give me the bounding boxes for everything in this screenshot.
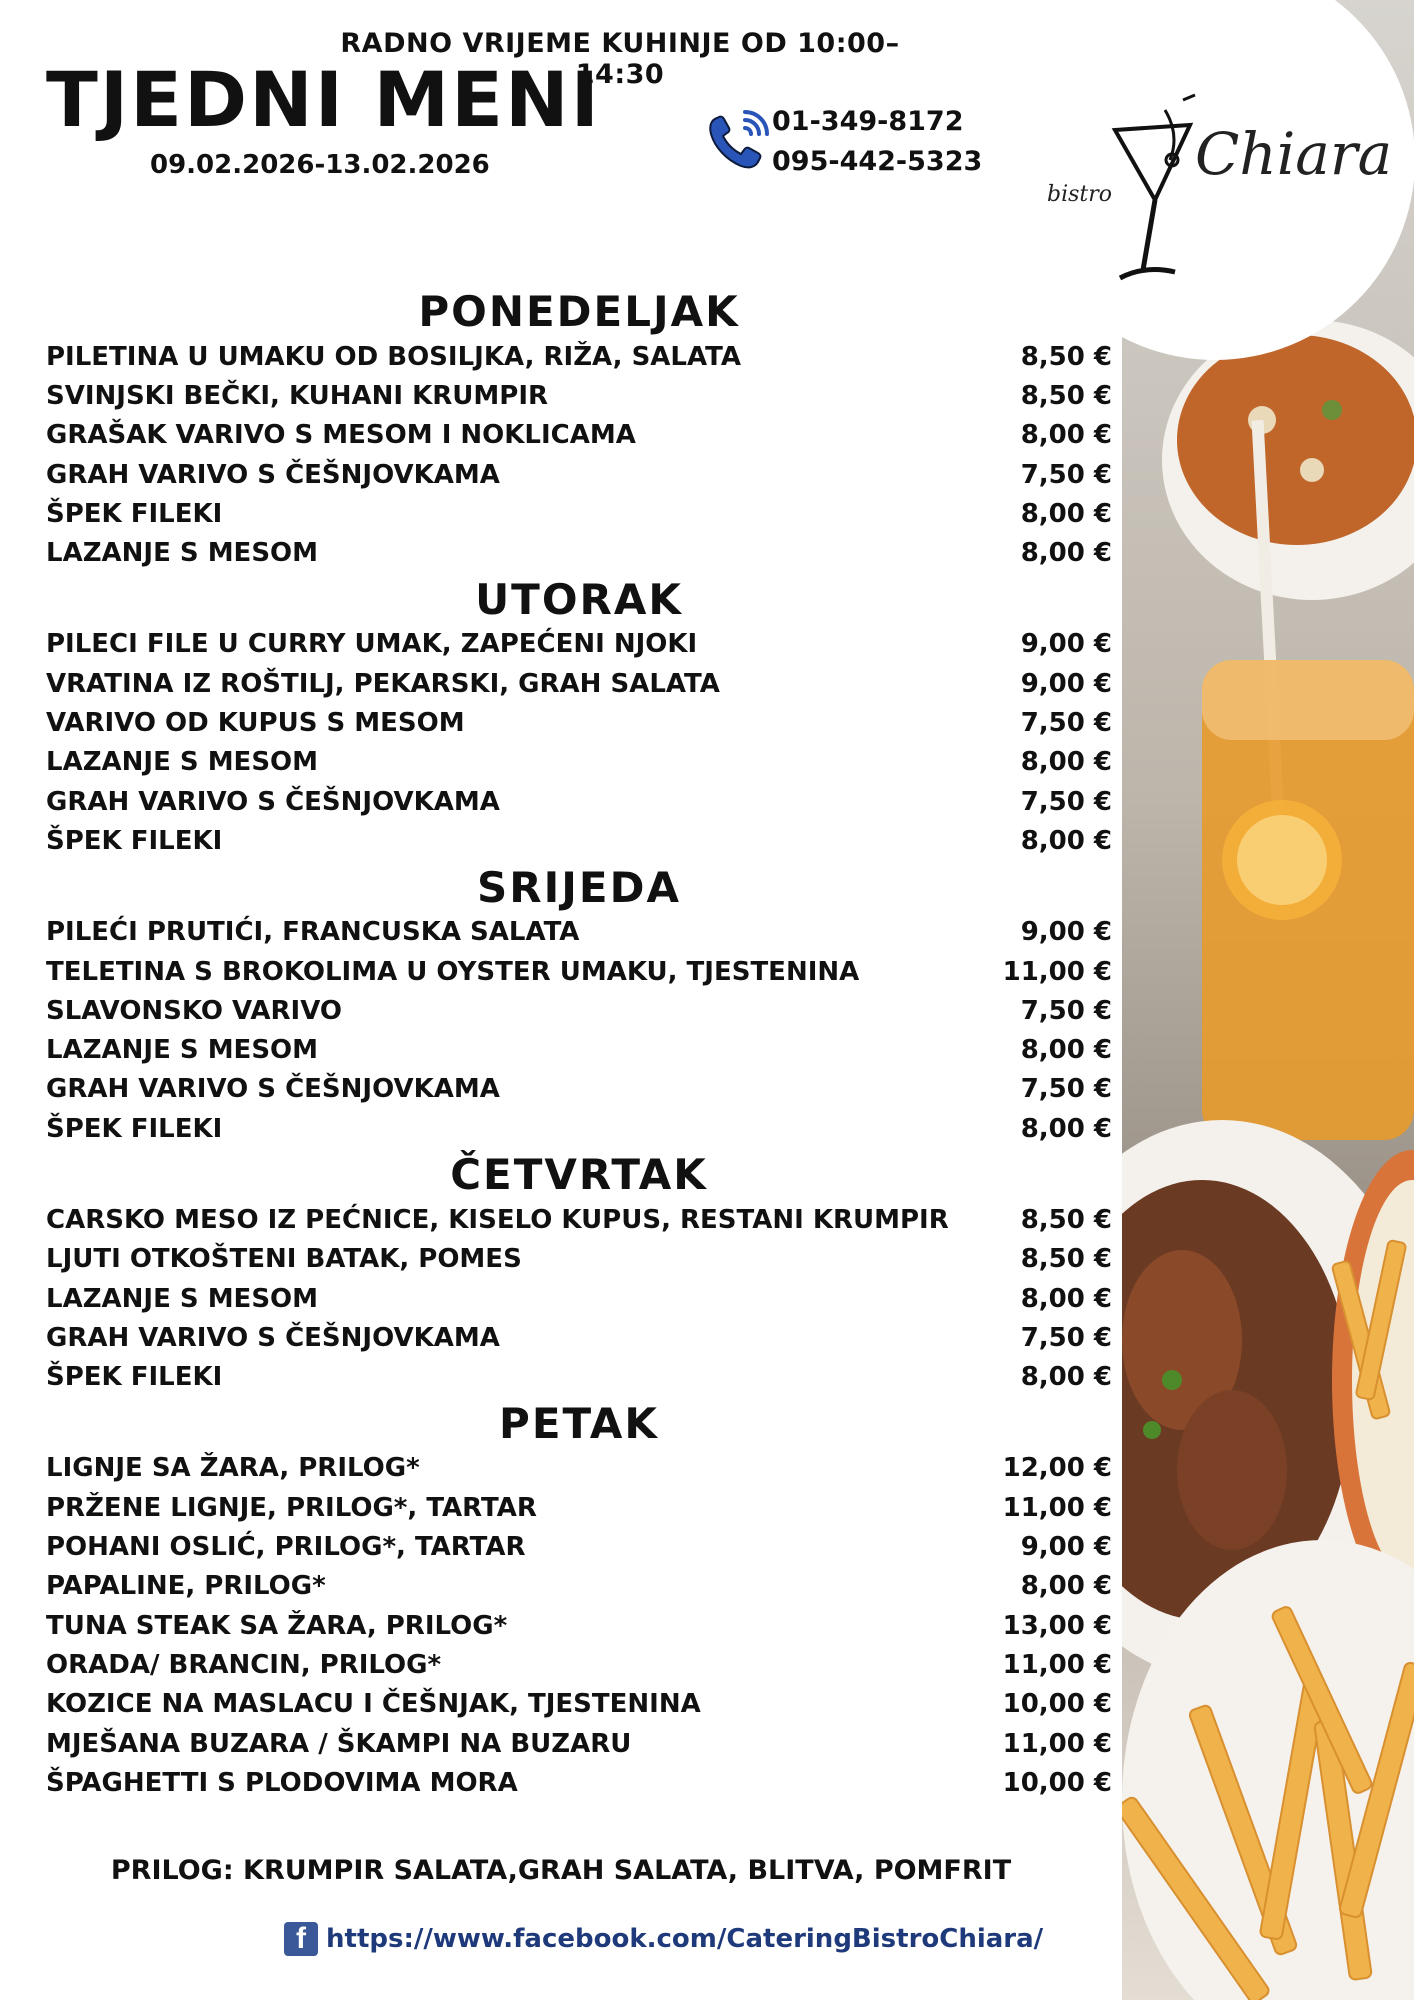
dish-price: 8,00 € [1020, 498, 1112, 529]
menu-item [46, 1200, 1112, 1239]
facebook-icon[interactable]: f [284, 1922, 318, 1956]
phone-icon [705, 110, 771, 172]
dish-name: LIGNJE SA ŽARA, PRILOG* [46, 1453, 420, 1484]
dish-price: 12,00 € [1002, 1453, 1112, 1484]
page-title: TJEDNI MENI [46, 55, 601, 144]
menu-item [46, 1449, 1112, 1488]
dish-name: GRAŠAK VARIVO S MESOM I NOKLICAMA [46, 420, 636, 451]
facebook-url[interactable]: https://www.facebook.com/CateringBistroChiara/ [326, 1924, 1044, 1954]
dish-name: ŠPAGHETTI S PLODOVIMA MORA [46, 1767, 518, 1798]
dish-price: 10,00 € [1002, 1767, 1112, 1798]
day-heading: ČETVRTAK [450, 1150, 708, 1200]
menu-item [46, 743, 1112, 782]
dish-price: 7,50 € [1020, 708, 1112, 739]
dish-name: POHANI OSLIĆ, PRILOG*, TARTAR [46, 1532, 526, 1563]
dish-name: PAPALINE, PRILOG* [46, 1571, 326, 1602]
dish-price: 9,00 € [1020, 917, 1112, 948]
dish-name: GRAH VARIVO S ČEŠNJOVKAMA [46, 1074, 500, 1105]
dish-price: 8,00 € [1020, 420, 1112, 451]
menu-item [46, 1070, 1112, 1109]
menu-item [46, 1109, 1112, 1148]
menu-item [46, 494, 1112, 533]
menu-item [46, 1645, 1112, 1684]
dish-price: 10,00 € [1002, 1689, 1112, 1720]
dish-price: 8,50 € [1020, 380, 1112, 411]
menu-item [46, 1606, 1112, 1645]
kitchen-hours: RADNO VRIJEME KUHINJE OD 10:00–14:30 [340, 28, 900, 90]
dish-price: 11,00 € [1002, 1728, 1112, 1759]
menu-item [46, 1567, 1112, 1606]
dish-price: 7,50 € [1020, 995, 1112, 1026]
dish-price: 8,00 € [1020, 538, 1112, 569]
dish-name: ŠPEK FILEKI [46, 1113, 223, 1144]
dish-price: 8,00 € [1020, 1113, 1112, 1144]
menu-item [46, 1763, 1112, 1802]
menu-item [46, 1527, 1112, 1566]
dish-name: ORADA/ BRANCIN, PRILOG* [46, 1649, 442, 1680]
menu-item [46, 376, 1112, 415]
menu-item [46, 664, 1112, 703]
side-dish-note: PRILOG: KRUMPIR SALATA,GRAH SALATA, BLITVA, POMFRIT [110, 1855, 1012, 1886]
dish-name: LJUTI OTKOŠTENI BATAK, POMES [46, 1244, 522, 1275]
dish-name: VARIVO OD KUPUS S MESOM [46, 708, 465, 739]
menu-item [46, 337, 1112, 376]
day-heading: PETAK [499, 1398, 659, 1448]
menu-item [46, 991, 1112, 1030]
dish-name: PILETINA U UMAKU OD BOSILJKA, RIŽA, SALATA [46, 341, 741, 372]
menu-item [46, 952, 1112, 991]
phone-number-1[interactable]: 01-349-8172 [772, 106, 964, 137]
menu-item [46, 1488, 1112, 1527]
dish-name: PILECI FILE U CURRY UMAK, ZAPEĆENI NJOKI [46, 629, 698, 660]
dish-price: 7,50 € [1020, 1074, 1112, 1105]
dish-price: 8,00 € [1020, 747, 1112, 778]
menu-item [46, 782, 1112, 821]
day-heading: PONEDELJAK [418, 287, 740, 336]
facebook-link[interactable] [284, 1922, 1043, 1956]
menu-item [46, 1279, 1112, 1318]
dish-price: 8,00 € [1020, 825, 1112, 856]
dish-name: LAZANJE S MESOM [46, 747, 319, 778]
dish-name: TELETINA S BROKOLIMA U OYSTER UMAKU, TJESTENINA [46, 956, 860, 987]
dish-name: KOZICE NA MASLACU I ČEŠNJAK, TJESTENINA [46, 1689, 701, 1720]
menu-item [46, 1318, 1112, 1357]
logo-bistro-text: bistro [1047, 182, 1113, 207]
dish-name: ŠPEK FILEKI [46, 825, 223, 856]
dish-price: 11,00 € [1002, 1492, 1112, 1523]
dish-name: LAZANJE S MESOM [46, 538, 319, 569]
menu-item [46, 625, 1112, 664]
dish-price: 9,00 € [1020, 668, 1112, 699]
dish-name: ŠPEK FILEKI [46, 1362, 223, 1393]
menu-item [46, 1240, 1112, 1279]
dish-name: TUNA STEAK SA ŽARA, PRILOG* [46, 1610, 508, 1641]
dish-price: 8,50 € [1020, 1244, 1112, 1275]
menu-item [46, 1358, 1112, 1397]
menu-item [46, 533, 1112, 572]
dish-name: VRATINA IZ ROŠTILJ, PEKARSKI, GRAH SALATA [46, 668, 720, 699]
dish-price: 9,00 € [1020, 1532, 1112, 1563]
dish-name: ŠPEK FILEKI [46, 498, 223, 529]
dish-name: SLAVONSKO VARIVO [46, 995, 342, 1026]
dish-name: LAZANJE S MESOM [46, 1035, 319, 1066]
dish-name: LAZANJE S MESOM [46, 1283, 319, 1314]
dish-price: 8,00 € [1020, 1283, 1112, 1314]
weekly-menu [46, 285, 1112, 1803]
dish-price: 11,00 € [1002, 1649, 1112, 1680]
dish-price: 8,00 € [1020, 1571, 1112, 1602]
dish-price: 7,50 € [1020, 1322, 1112, 1353]
dish-price: 8,50 € [1020, 1204, 1112, 1235]
menu-item [46, 821, 1112, 860]
dish-name: PILEĆI PRUTIĆI, FRANCUSKA SALATA [46, 917, 580, 948]
dish-name: GRAH VARIVO S ČEŠNJOVKAMA [46, 786, 500, 817]
dish-price: 11,00 € [1002, 956, 1112, 987]
day-heading: UTORAK [475, 574, 683, 624]
dish-price: 9,00 € [1020, 629, 1112, 660]
day-heading: SRIJEDA [477, 862, 681, 912]
menu-item [46, 1685, 1112, 1724]
dish-name: MJEŠANA BUZARA / ŠKAMPI NA BUZARU [46, 1728, 632, 1759]
menu-item [46, 703, 1112, 742]
dish-name: CARSKO MESO IZ PEĆNICE, KISELO KUPUS, RESTANI KRUMPIR [46, 1204, 949, 1235]
dish-name: PRŽENE LIGNJE, PRILOG*, TARTAR [46, 1492, 537, 1523]
dish-price: 13,00 € [1002, 1610, 1112, 1641]
dish-name: GRAH VARIVO S ČEŠNJOVKAMA [46, 459, 500, 490]
menu-item [46, 1724, 1112, 1763]
menu-item [46, 1030, 1112, 1069]
phone-numbers [772, 102, 982, 182]
menu-dates: 09.02.2026-13.02.2026 [150, 150, 490, 180]
dish-name: GRAH VARIVO S ČEŠNJOVKAMA [46, 1322, 500, 1353]
menu-item [46, 455, 1112, 494]
menu-item [46, 416, 1112, 455]
logo-name: Chiara [1195, 120, 1393, 188]
dish-price: 8,50 € [1020, 341, 1112, 372]
dish-price: 8,00 € [1020, 1362, 1112, 1393]
menu-item [46, 913, 1112, 952]
dish-price: 7,50 € [1020, 786, 1112, 817]
phone-number-2[interactable]: 095-442-5323 [772, 146, 983, 177]
dish-price: 8,00 € [1020, 1035, 1112, 1066]
dish-price: 7,50 € [1020, 459, 1112, 490]
dish-name: SVINJSKI BEČKI, KUHANI KRUMPIR [46, 380, 549, 411]
